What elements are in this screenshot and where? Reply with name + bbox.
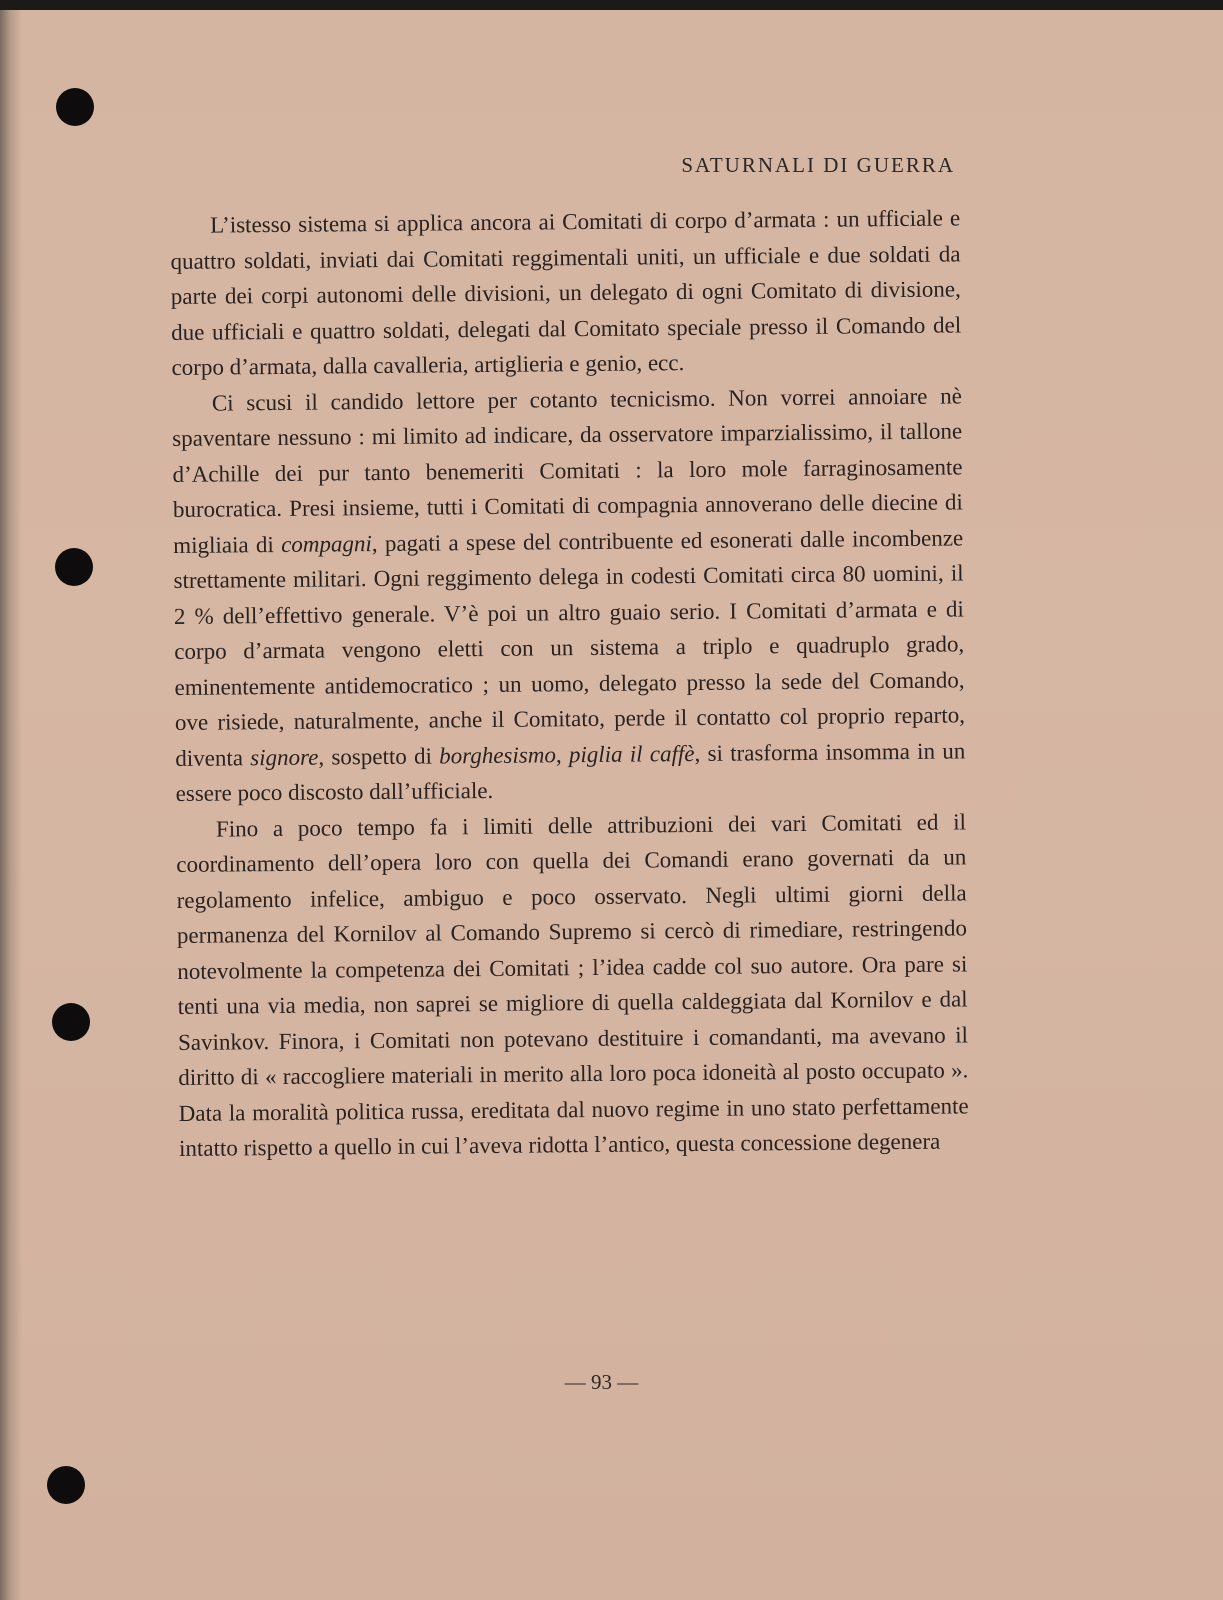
- text-run: ,: [555, 741, 570, 767]
- page-left-edge: [0, 10, 22, 1600]
- paragraph: [170, 200, 962, 385]
- body-text: [170, 200, 969, 1166]
- text-run: L’istesso sistema si applica ancora ai Comitati di corpo d’armata : un ufficiale e quattro soldati, inviati dai Comitati reggimentali uniti, un ufficiale e due soldati da parte dei corpi autonomi delle divisioni, un delegato di ogni Comitato di divisione, due ufficiali e quattro soldati, delegati dal Comitato speciale presso il Comando del corpo d’armata, dalla cavalleria, artiglieria e genio, ecc.: [170, 205, 962, 380]
- italic-phrase: borghesismo: [439, 741, 557, 768]
- paragraph: [176, 804, 969, 1167]
- book-page: [0, 10, 1223, 1600]
- punch-hole: [52, 1003, 90, 1041]
- text-run: Ci scusi il candido lettore per cotanto tecnicismo. Non vorrei annoiare nè spaventare nessuno : mi limito ad indicare, da osservatore imparzialissimo, il tallone d’Achille dei pur tanto benemeriti Comitati : la loro mole farraginosamente burocratica. Presi insieme, tutti i Comitati di compagnia annoverano delle diecine di migliaia di: [172, 382, 963, 558]
- text-run: , sospetto di: [318, 742, 440, 770]
- punch-hole: [47, 1466, 85, 1504]
- italic-phrase: signore: [250, 744, 319, 770]
- page-number: — 93 —: [564, 1370, 639, 1394]
- text-run: , si trasforma insomma in un essere poco discosto dall’ufficiale.: [175, 737, 966, 806]
- punch-hole: [55, 548, 93, 586]
- text-run: , pagati a spese del contribuente ed esonerati dalle incombenze strettamente militari. Ogni reggimento delega in codesti Comitati circa 80 uomini, il 2 % dell’effettivo generale. V’è poi un altro guaio serio. I Comitati d’armata e di corpo d’armata vengono eletti con un sistema a triplo e quadruplo grado, eminentemente antidemocratico ; un uomo, delegato presso la sede del Comando, ove risiede, naturalmente, anche il Comitato, perde il contatto col proprio reparto, diventa: [173, 524, 966, 771]
- running-header: SATURNALI DI GUERRA: [681, 153, 955, 177]
- paragraph: [172, 378, 966, 812]
- italic-phrase: piglia il caffè: [568, 740, 695, 767]
- punch-hole: [56, 88, 94, 126]
- italic-phrase: compagni: [281, 530, 372, 557]
- text-run: Fino a poco tempo fa i limiti delle attribuzioni dei vari Comitati ed il coordinamento dell’opera loro con quella dei Comandi erano governati da un regolamento infelice, ambiguo e poco osservato. Negli ultimi giorni della permanenza del Kornilov al Comando Supremo si cercò di rimediare, restringendo notevolmente la competenza dei Comitati ; l’idea cadde col suo autore. Ora pare si tenti una via media, non saprei se migliore di quella caldeggiata dal Kornilov e dal Savinkov. Finora, i Comitati non potevano destituire i comandanti, ma avevano il diritto di « raccogliere materiali in merito alla loro poca idoneità al posto occupato ». Data la moralità politica russa, ereditata dal nuovo regime in uno stato perfettamente intatto rispetto a quello in cui l’aveva ridotta l’antico, questa concessione degenera: [176, 808, 969, 1161]
